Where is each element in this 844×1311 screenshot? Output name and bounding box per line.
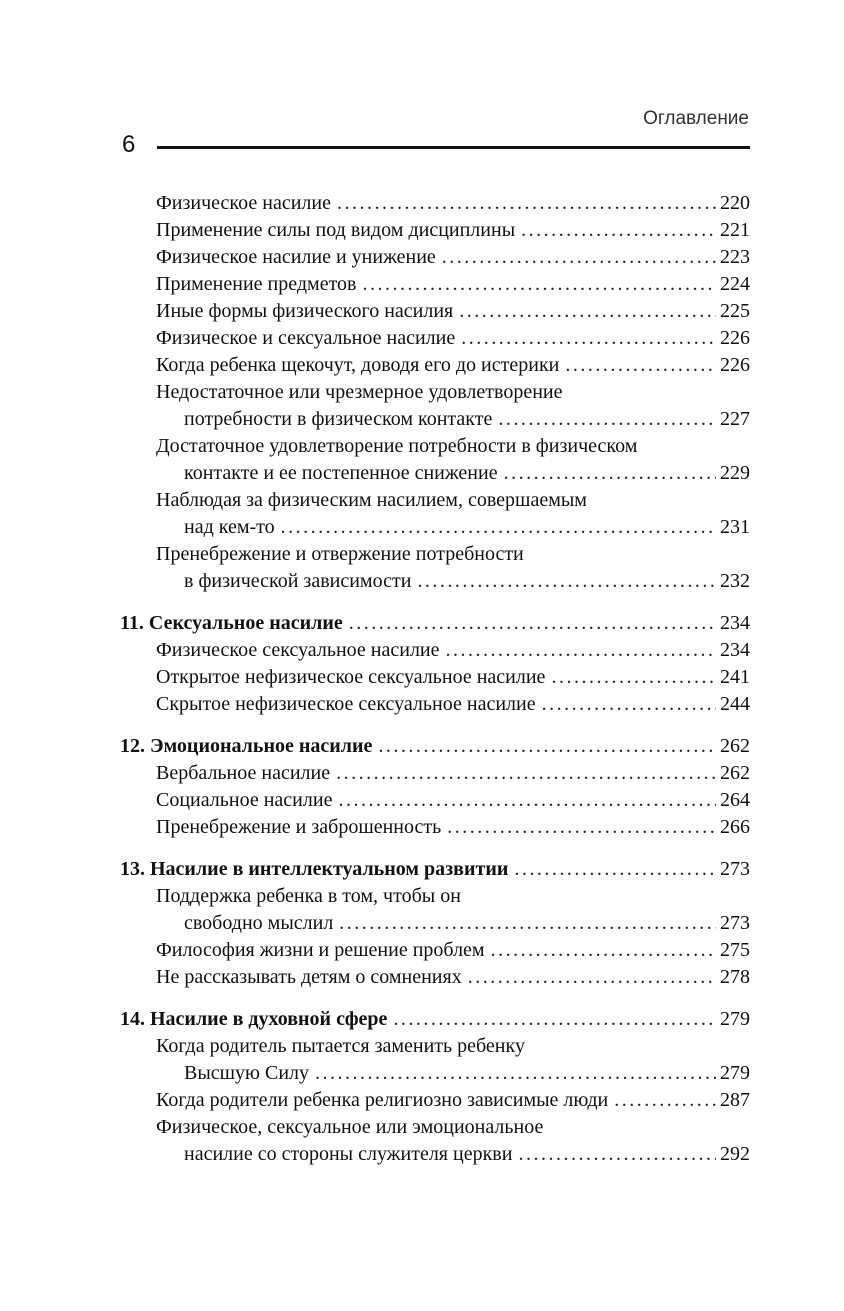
dot-leader xyxy=(363,271,717,298)
dot-leader xyxy=(339,910,716,937)
toc-entry-title: Поддержка ребенка в том, чтобы он xyxy=(156,885,461,907)
toc-entry-title: над кем-то xyxy=(184,516,275,538)
toc-entry-page: 226 xyxy=(720,327,750,349)
dot-leader xyxy=(378,733,716,760)
toc-entry-title: Наблюдая за физическим насилием, совершаемым xyxy=(156,489,587,511)
toc-entry-page: 244 xyxy=(720,693,750,715)
running-head: Оглавление xyxy=(643,108,749,129)
toc-entry-title: Вербальное насилие xyxy=(156,762,331,784)
toc-chapter-title: 12. Эмоциональное насилие xyxy=(120,735,373,757)
toc-entry-title: насилие со стороны служителя церкви xyxy=(184,1143,513,1165)
toc-entry-title: Физическое насилие и унижение xyxy=(156,246,436,268)
toc-entry-page: 266 xyxy=(720,816,750,838)
dot-leader xyxy=(442,244,716,271)
toc-entry-page: 262 xyxy=(720,762,750,784)
dot-leader xyxy=(315,1060,716,1087)
toc-entry-title: Применение силы под видом дисциплины xyxy=(156,219,516,241)
toc-entry-title: Физическое насилие xyxy=(156,192,331,214)
toc-entry-title: Социальное насилие xyxy=(156,789,333,811)
page-number: 6 xyxy=(122,131,136,158)
toc-entry[interactable] xyxy=(120,325,750,352)
toc-entry-title: Когда ребенка щекочут, доводя его до истерики xyxy=(156,354,560,376)
toc-entry-page: 234 xyxy=(720,639,750,661)
toc-entry[interactable] xyxy=(120,814,750,841)
toc-entry-page: 273 xyxy=(720,858,750,880)
toc-entry-title: свободно мыслил xyxy=(184,912,334,934)
toc-entry-continuation[interactable] xyxy=(120,568,750,595)
toc-entry-page: 287 xyxy=(720,1089,750,1111)
toc-entry-page: 229 xyxy=(720,462,750,484)
toc-entry-continuation[interactable] xyxy=(120,514,750,541)
toc-entry-page: 220 xyxy=(720,192,750,214)
toc-entry-first-line[interactable] xyxy=(120,1033,750,1060)
dot-leader xyxy=(504,460,716,487)
dot-leader xyxy=(338,787,716,814)
toc-chapter[interactable] xyxy=(120,856,750,883)
toc-entry-first-line[interactable] xyxy=(120,883,750,910)
toc-entry[interactable] xyxy=(120,1087,750,1114)
dot-leader xyxy=(336,760,716,787)
toc-entry-first-line[interactable] xyxy=(120,487,750,514)
toc-entry-title: Физическое, сексуальное или эмоциональное xyxy=(156,1116,544,1138)
toc-entry-first-line[interactable] xyxy=(120,379,750,406)
section-gap xyxy=(120,841,750,856)
toc-entry-title: Когда родители ребенка религиозно зависимые люди xyxy=(156,1089,609,1111)
toc-entry-page: 292 xyxy=(720,1143,750,1165)
toc-entry-page: 279 xyxy=(720,1062,750,1084)
toc-entry[interactable] xyxy=(120,637,750,664)
toc-entry-continuation[interactable] xyxy=(120,1141,750,1168)
toc-entry[interactable] xyxy=(120,964,750,991)
toc-entry-page: 232 xyxy=(720,570,750,592)
dot-leader xyxy=(542,691,716,718)
toc-entry-title: Физическое и сексуальное насилие xyxy=(156,327,456,349)
toc-entry-title: Философия жизни и решение проблем xyxy=(156,939,485,961)
dot-leader xyxy=(461,325,716,352)
toc-entry-page: 226 xyxy=(720,354,750,376)
dot-leader xyxy=(447,814,716,841)
toc-entry-title: Открытое нефизическое сексуальное насилие xyxy=(156,666,546,688)
toc-chapter-title: 11. Сексуальное насилие xyxy=(120,612,343,634)
toc-entry-first-line[interactable] xyxy=(120,541,750,568)
dot-leader xyxy=(498,406,716,433)
toc-entry-title: Недостаточное или чрезмерное удовлетворение xyxy=(156,381,563,403)
toc-entry-page: 278 xyxy=(720,966,750,988)
toc-entry-page: 221 xyxy=(720,219,750,241)
toc-entry-title: Физическое сексуальное насилие xyxy=(156,639,440,661)
toc-entry-title: Пренебрежение и заброшенность xyxy=(156,816,442,838)
toc-entry[interactable] xyxy=(120,352,750,379)
toc-entry[interactable] xyxy=(120,760,750,787)
toc-entry[interactable] xyxy=(120,691,750,718)
dot-leader xyxy=(518,1141,716,1168)
toc-entry[interactable] xyxy=(120,190,750,217)
toc-entry-continuation[interactable] xyxy=(120,910,750,937)
toc-entry-title: в физической зависимости xyxy=(184,570,412,592)
toc-entry[interactable] xyxy=(120,271,750,298)
dot-leader xyxy=(614,1087,716,1114)
toc-entry-title: Скрытое нефизическое сексуальное насилие xyxy=(156,693,536,715)
toc-chapter[interactable] xyxy=(120,1006,750,1033)
toc-chapter[interactable] xyxy=(120,733,750,760)
toc-entry[interactable] xyxy=(120,298,750,325)
toc-entry-continuation[interactable] xyxy=(120,460,750,487)
toc-entry[interactable] xyxy=(120,244,750,271)
toc-entry-page: 264 xyxy=(720,789,750,811)
toc-entry-page: 275 xyxy=(720,939,750,961)
toc-entry-page: 227 xyxy=(720,408,750,430)
table-of-contents xyxy=(120,190,750,1168)
toc-entry-title: Когда родитель пытается заменить ребенку xyxy=(156,1035,525,1057)
toc-entry[interactable] xyxy=(120,664,750,691)
toc-entry-title: Пренебрежение и отвержение потребности xyxy=(156,543,524,565)
dot-leader xyxy=(468,964,716,991)
toc-entry-page: 234 xyxy=(720,612,750,634)
toc-chapter-title: 13. Насилие в интеллектуальном развитии xyxy=(120,858,509,880)
toc-entry-first-line[interactable] xyxy=(120,433,750,460)
toc-entry-page: 273 xyxy=(720,912,750,934)
toc-entry-page: 224 xyxy=(720,273,750,295)
dot-leader xyxy=(417,568,716,595)
header-rule xyxy=(157,146,750,149)
toc-entry[interactable] xyxy=(120,217,750,244)
dot-leader xyxy=(491,937,716,964)
dot-leader xyxy=(393,1006,716,1033)
toc-entry-first-line[interactable] xyxy=(120,1114,750,1141)
dot-leader xyxy=(337,190,716,217)
toc-entry-title: потребности в физическом контакте xyxy=(184,408,493,430)
toc-entry-title: Высшую Силу xyxy=(184,1062,310,1084)
toc-entry-page: 241 xyxy=(720,666,750,688)
toc-entry[interactable] xyxy=(120,787,750,814)
toc-entry-title: Применение предметов xyxy=(156,273,357,295)
toc-chapter[interactable] xyxy=(120,610,750,637)
toc-entry-title: Иные формы физического насилия xyxy=(156,300,454,322)
toc-entry[interactable] xyxy=(120,937,750,964)
dot-leader xyxy=(565,352,716,379)
dot-leader xyxy=(459,298,716,325)
toc-entry-page: 231 xyxy=(720,516,750,538)
dot-leader xyxy=(349,610,716,637)
dot-leader xyxy=(514,856,716,883)
toc-entry-title: Достаточное удовлетворение потребности в физическом xyxy=(156,435,638,457)
toc-entry-continuation[interactable] xyxy=(120,406,750,433)
dot-leader xyxy=(551,664,716,691)
toc-chapter-title: 14. Насилие в духовной сфере xyxy=(120,1008,388,1030)
toc-entry-title: Не рассказывать детям о сомнениях xyxy=(156,966,462,988)
dot-leader xyxy=(446,637,716,664)
toc-entry-page: 262 xyxy=(720,735,750,757)
section-gap xyxy=(120,718,750,733)
dot-leader xyxy=(521,217,716,244)
toc-entry-continuation[interactable] xyxy=(120,1060,750,1087)
toc-entry-page: 223 xyxy=(720,246,750,268)
section-gap xyxy=(120,991,750,1006)
toc-entry-page: 279 xyxy=(720,1008,750,1030)
section-gap xyxy=(120,595,750,610)
toc-entry-title: контакте и ее постепенное снижение xyxy=(184,462,498,484)
dot-leader xyxy=(281,514,716,541)
toc-entry-page: 225 xyxy=(720,300,750,322)
